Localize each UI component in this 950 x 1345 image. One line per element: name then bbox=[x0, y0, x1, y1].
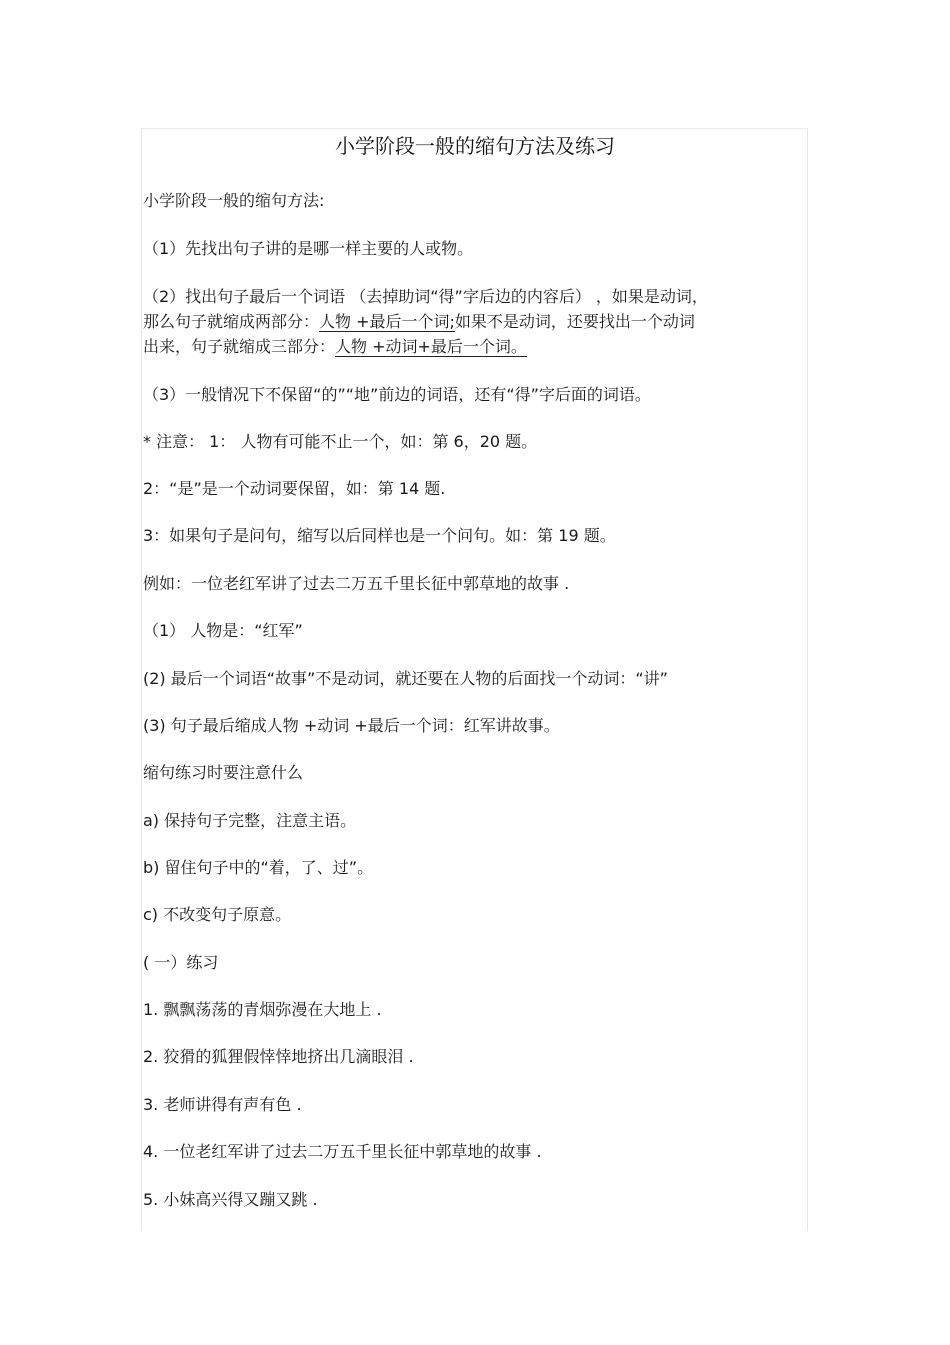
method-2-line-3 bbox=[143, 335, 527, 359]
attention-c: c) 不改变句子原意。 bbox=[143, 905, 292, 924]
example-step-3: (3) 句子最后缩成人物 +动词 +最后一个词：红军讲故事。 bbox=[143, 716, 560, 735]
method-2-line-2-post: 如果不是动词，还要找出一个动词 bbox=[454, 312, 695, 331]
method-2-two-part-formula: 人物 +最后一个词; bbox=[319, 312, 455, 331]
method-1: （1）先找出句子讲的是哪一样主要的人或物。 bbox=[143, 239, 474, 258]
method-3: （3）一般情况下不保留“的”“地”前边的词语，还有“得”字后面的词语。 bbox=[143, 385, 651, 404]
practice-item-2: 2. 狡猾的狐狸假悻悻地挤出几滴眼泪 . bbox=[143, 1047, 414, 1066]
method-2-line-2 bbox=[143, 310, 695, 334]
method-2-line-3-pre: 出来，句子就缩成三部分： bbox=[143, 337, 336, 356]
attention-b: b) 留住句子中的“着，了、过”。 bbox=[143, 858, 374, 877]
practice-heading: ( 一）练习 bbox=[143, 953, 219, 972]
attention-a: a) 保持句子完整，注意主语。 bbox=[143, 811, 357, 830]
intro-heading: 小学阶段一般的缩句方法: bbox=[143, 191, 325, 210]
document-title: 小学阶段一般的缩句方法及练习 bbox=[335, 134, 615, 158]
attention-heading: 缩句练习时要注意什么 bbox=[143, 763, 304, 782]
method-2-line-1: （2）找出句子最后一个词语 （去掉助词“得”字后边的内容后） ，如果是动词， bbox=[143, 287, 708, 306]
practice-item-4: 4. 一位老红军讲了过去二万五千里长征中郭草地的故事 . bbox=[143, 1142, 542, 1161]
method-2-three-part-formula: 人物 +动词+最后一个词。 bbox=[335, 337, 527, 356]
note-3: 3：如果句子是问句，缩写以后同样也是一个问句。如：第 19 题。 bbox=[143, 526, 616, 545]
note-1: * 注意： 1： 人物有可能不止一个，如：第 6，20 题。 bbox=[143, 432, 538, 451]
method-2-line-2-pre: 那么句子就缩成两部分： bbox=[143, 312, 320, 331]
practice-item-5: 5. 小妹高兴得又蹦又跳 . bbox=[143, 1190, 318, 1209]
note-2: 2：“是”是一个动词要保留，如：第 14 题. bbox=[143, 479, 446, 498]
example-step-1: （1） 人物是：“红军” bbox=[143, 621, 303, 640]
practice-item-3: 3. 老师讲得有声有色 . bbox=[143, 1095, 302, 1114]
practice-item-1: 1. 飘飘荡荡的青烟弥漫在大地上 . bbox=[143, 1000, 382, 1019]
example-sentence: 例如：一位老红军讲了过去二万五千里长征中郭草地的故事 . bbox=[143, 574, 570, 593]
example-step-2: (2) 最后一个词语“故事”不是动词，就还要在人物的后面找一个动词：“讲” bbox=[143, 669, 668, 688]
